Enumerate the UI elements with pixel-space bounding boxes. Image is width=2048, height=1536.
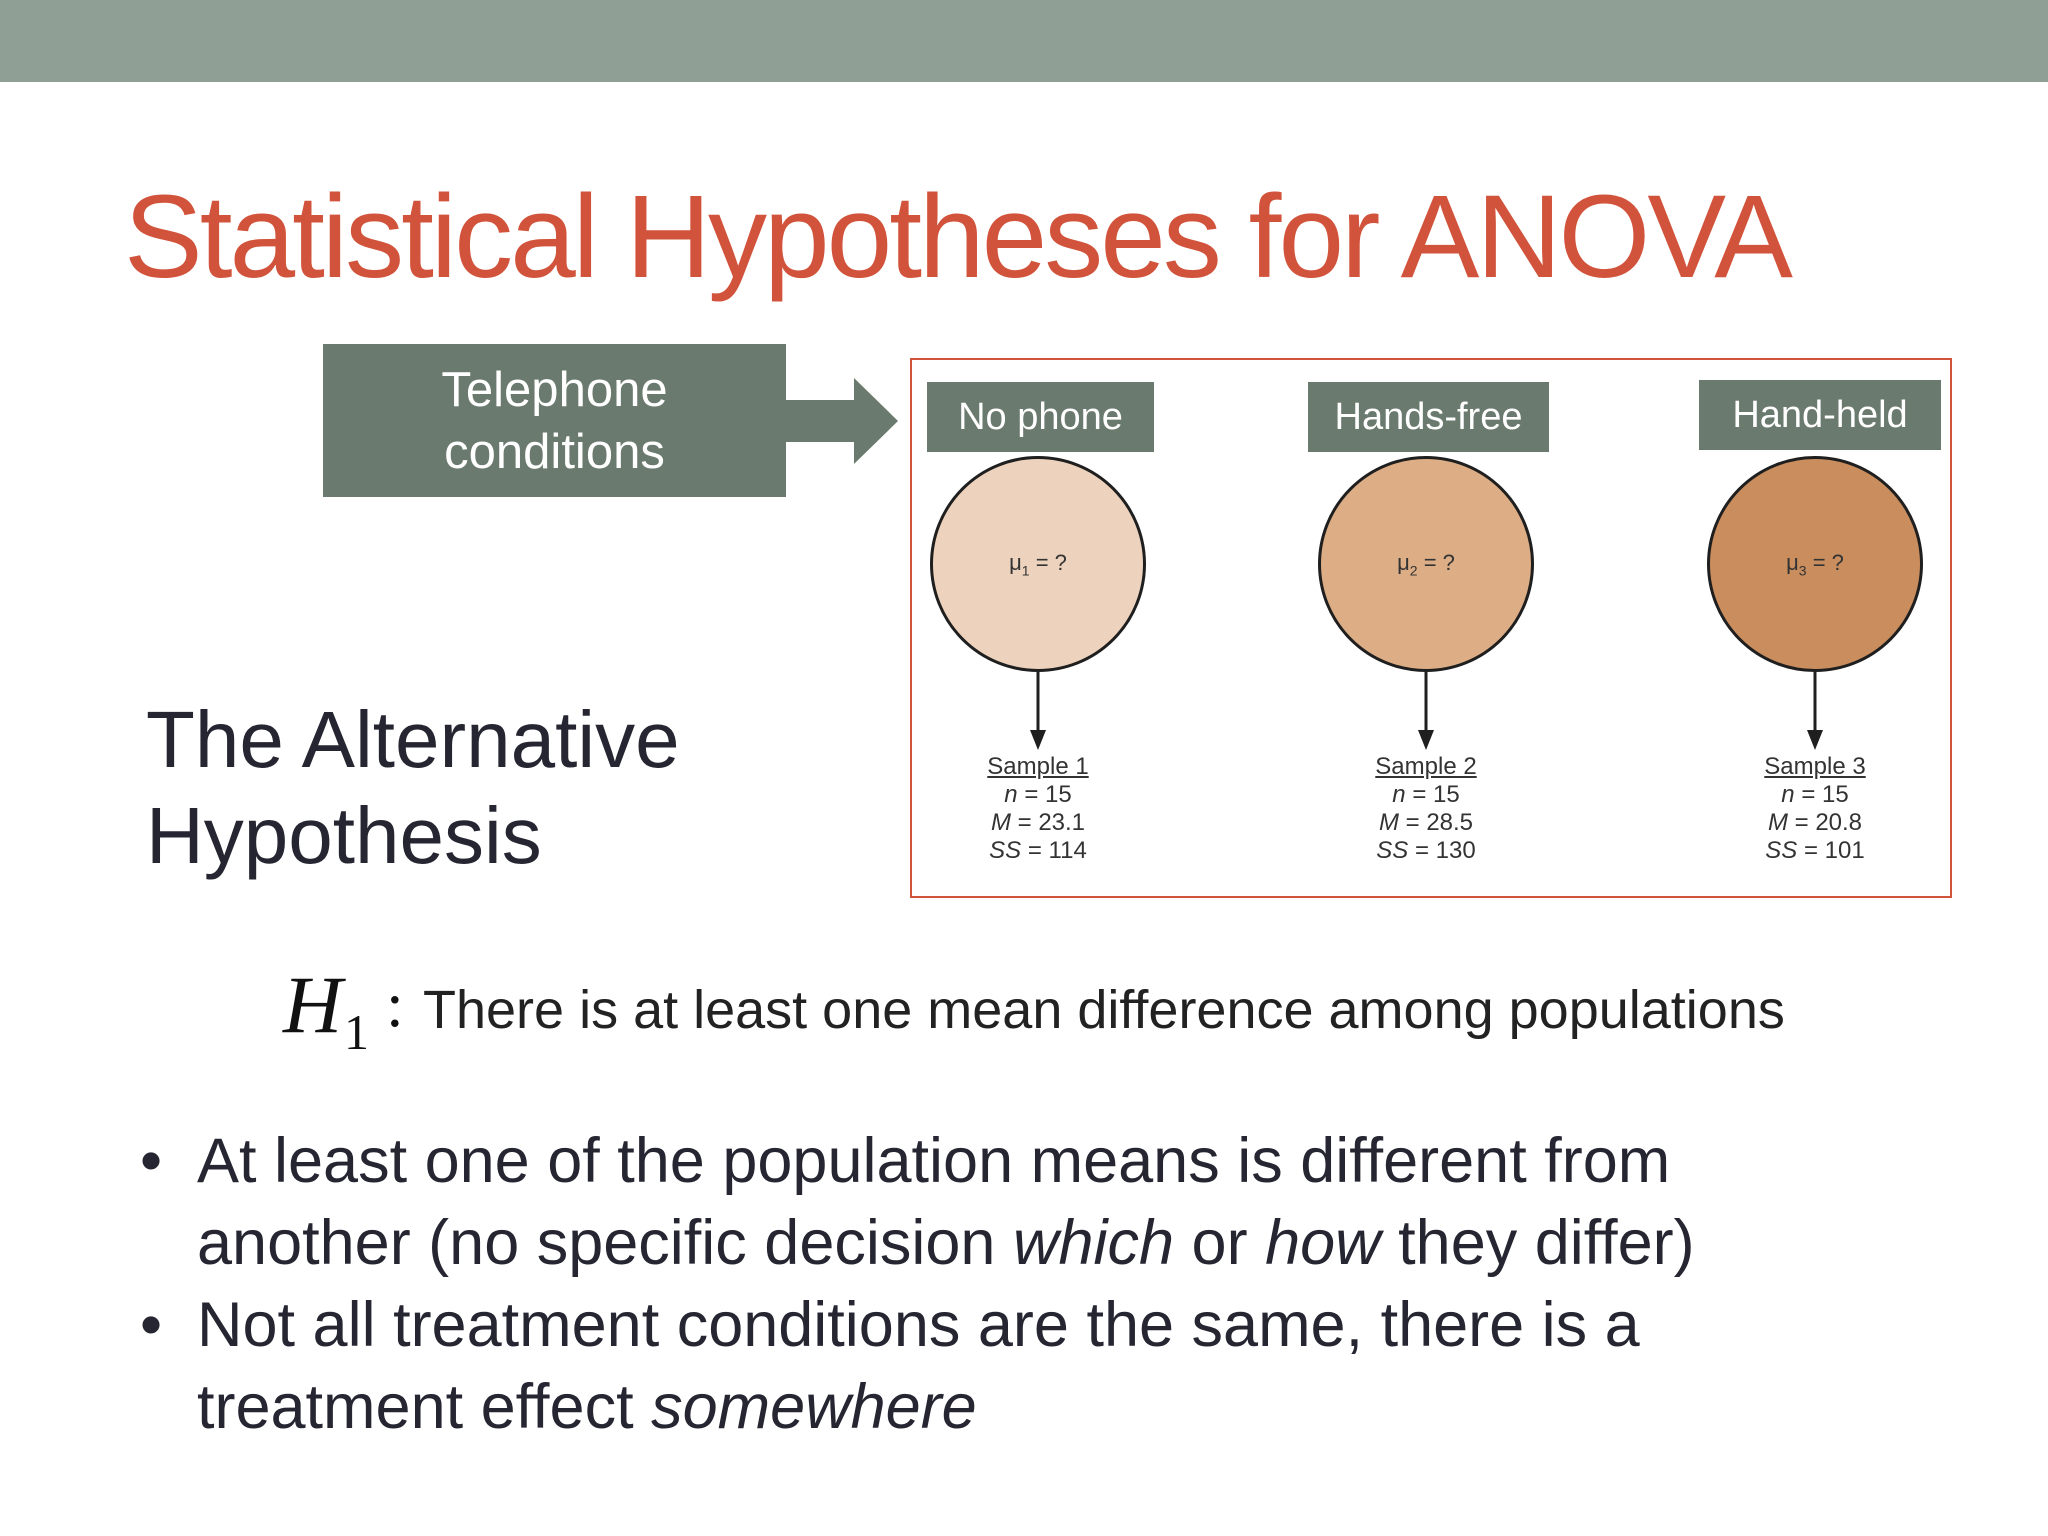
sample-name: Sample 1 xyxy=(987,753,1089,780)
condition-box-line2: conditions xyxy=(444,424,665,479)
telephone-conditions-box xyxy=(323,344,786,497)
section-heading-line1: The Alternative xyxy=(146,695,680,784)
sample-stats-2 xyxy=(1346,753,1506,865)
bullet-1-line2: another (no specific decision which or how they differ) xyxy=(197,1208,1695,1278)
sample-ss: SS = 114 xyxy=(989,837,1087,864)
population-mean-1: $\mu_1$ = ? xyxy=(1009,549,1067,579)
population-circle-1 xyxy=(930,456,1146,672)
bullet-2-line1: Not all treatment conditions are the same, there is a xyxy=(197,1290,1640,1360)
sample-ss: SS = 101 xyxy=(1765,837,1865,864)
sample-ss: SS = 130 xyxy=(1376,837,1476,864)
sample-n: n = 15 xyxy=(1781,781,1849,808)
down-arrow-icon xyxy=(1414,672,1438,752)
right-arrow-icon xyxy=(786,378,900,464)
bullet-item xyxy=(140,1120,2020,1284)
bullet-item xyxy=(140,1284,2020,1448)
sample-n: n = 15 xyxy=(1392,781,1460,808)
sample-mean: M = 23.1 xyxy=(990,809,1086,836)
sample-n: n = 15 xyxy=(1004,781,1072,808)
section-heading-line2: Hypothesis xyxy=(146,791,542,880)
group-label-no-phone: No phone xyxy=(927,382,1154,452)
top-bar xyxy=(0,0,2048,82)
down-arrow-icon xyxy=(1026,672,1050,752)
group-label-hand-held: Hand-held xyxy=(1699,380,1941,450)
population-mean-2: $\mu_2$ = ? xyxy=(1397,549,1455,579)
slide-title: Statistical Hypotheses for ANOVA xyxy=(124,171,1790,303)
bullet-1-line1: At least one of the population means is different from xyxy=(197,1126,1671,1196)
bullet-marker: • xyxy=(140,1290,163,1360)
sample-stats-3 xyxy=(1735,753,1895,865)
section-heading xyxy=(146,692,680,884)
population-mean-3: $\mu_3$ = ? xyxy=(1786,549,1844,579)
hypothesis-text: There is at least one mean difference among populations xyxy=(423,980,1785,1040)
condition-box-line1: Telephone xyxy=(441,362,668,417)
sample-name: Sample 2 xyxy=(1375,753,1477,780)
population-circle-3 xyxy=(1707,456,1923,672)
sample-stats-1 xyxy=(958,753,1118,865)
sample-mean: M = 20.8 xyxy=(1767,809,1863,836)
hypothesis-symbol: H xyxy=(283,959,343,1050)
population-figure xyxy=(910,358,1952,898)
group-label-hands-free: Hands-free xyxy=(1308,382,1549,452)
sample-name: Sample 3 xyxy=(1764,753,1866,780)
bullet-marker: • xyxy=(140,1126,163,1196)
hypothesis-subscript: 1 xyxy=(344,1004,369,1060)
hypothesis-colon: : xyxy=(386,969,404,1040)
population-circle-2 xyxy=(1318,456,1534,672)
sample-mean: M = 28.5 xyxy=(1378,809,1474,836)
bullet-2-line2: treatment effect somewhere xyxy=(197,1372,977,1442)
down-arrow-icon xyxy=(1803,672,1827,752)
bullet-list xyxy=(140,1120,2020,1448)
